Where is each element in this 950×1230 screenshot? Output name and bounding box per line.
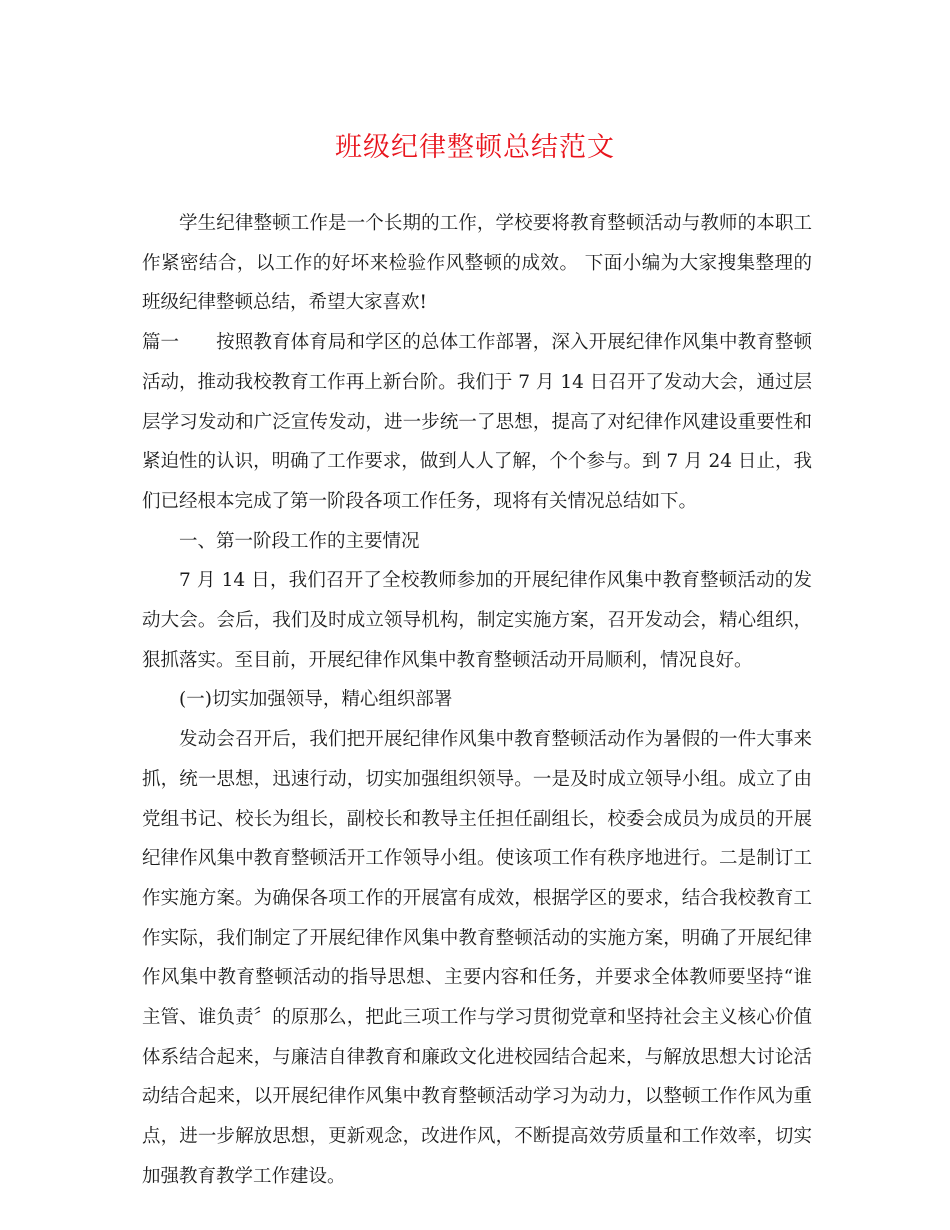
intro-paragraph: 学生纪律整顿工作是一个长期的工作，学校要将教育整顿活动与教师的本职工作紧密结合，以工作的好坏来检验作风整顿的成效。 下面小编为大家搜集整理的班级纪律整顿总结，希望大家喜欢! bbox=[142, 213, 812, 314]
part1-paragraph bbox=[142, 323, 812, 522]
document-title: 班级纪律整顿总结范文 bbox=[335, 132, 615, 163]
section1-heading: 一、第一阶段工作的主要情况 bbox=[179, 530, 420, 552]
part1-text: 按照教育体育局和学区的总体工作部署，深入开展纪律作风集中教育整顿活动，推动我校教育工作再上新台阶。我们于 7 月 14 日召开了发动大会，通过层层学习发动和广泛宣传发动，进一步统一了思想，提高了对纪律作风建设重要性和紧迫性的认识，明确了工作要求，做到人人了解，个个参与。到 7 月 24 日止，我们已经根本完成了第一阶段各项工作任务，现将有关情况总结如下。 bbox=[142, 332, 812, 512]
subsection1-heading: (一)切实加强领导，精心组织部署 bbox=[179, 689, 453, 711]
part1-label: 篇一 bbox=[142, 332, 180, 354]
subsection1-paragraph: 发动会召开后，我们把开展纪律作风集中教育整顿活动作为暑假的一件大事来抓，统一思想，迅速行动，切实加强组织领导。一是及时成立领导小组。成立了由党组书记、校长为组长，副校长和教导主任担任副组长，校委会成员为成员的开展纪律作风集中教育整顿活开工作领导小组。使该项工作有秩序地进行。二是制订工作实施方案。为确保各项工作的开展富有成效，根据学区的要求，结合我校教育工作实际，我们制定了开展纪律作风集中教育整顿活动的实施方案，明确了开展纪律作风集中教育整顿活动的指导思想、主要内容和任务，并要求全体教师要坚持“谁主管、谁负责〞的原那么，把此三项工作与学习贯彻党章和坚持社会主义核心价值体系结合起来，与廉洁自律教育和廉政文化进校园结合起来，与解放思想大讨论活动结合起来，以开展纪律作风集中教育整顿活动学习为动力，以整顿工作作风为重点，进一步解放思想，更新观念，改进作风，不断提高效劳质量和工作效率，切实加强教育教学工作建设。 bbox=[142, 729, 812, 1187]
section1-paragraph: 7 月 14 日，我们召开了全校教师参加的开展纪律作风集中教育整顿活动的发动大会。会后，我们及时成立领导机构，制定实施方案，召开发动会，精心组织，狠抓落实。至目前，开展纪律作风集中教育整顿活动开局顺利，情况良好。 bbox=[142, 570, 812, 671]
document-body bbox=[142, 204, 812, 1197]
